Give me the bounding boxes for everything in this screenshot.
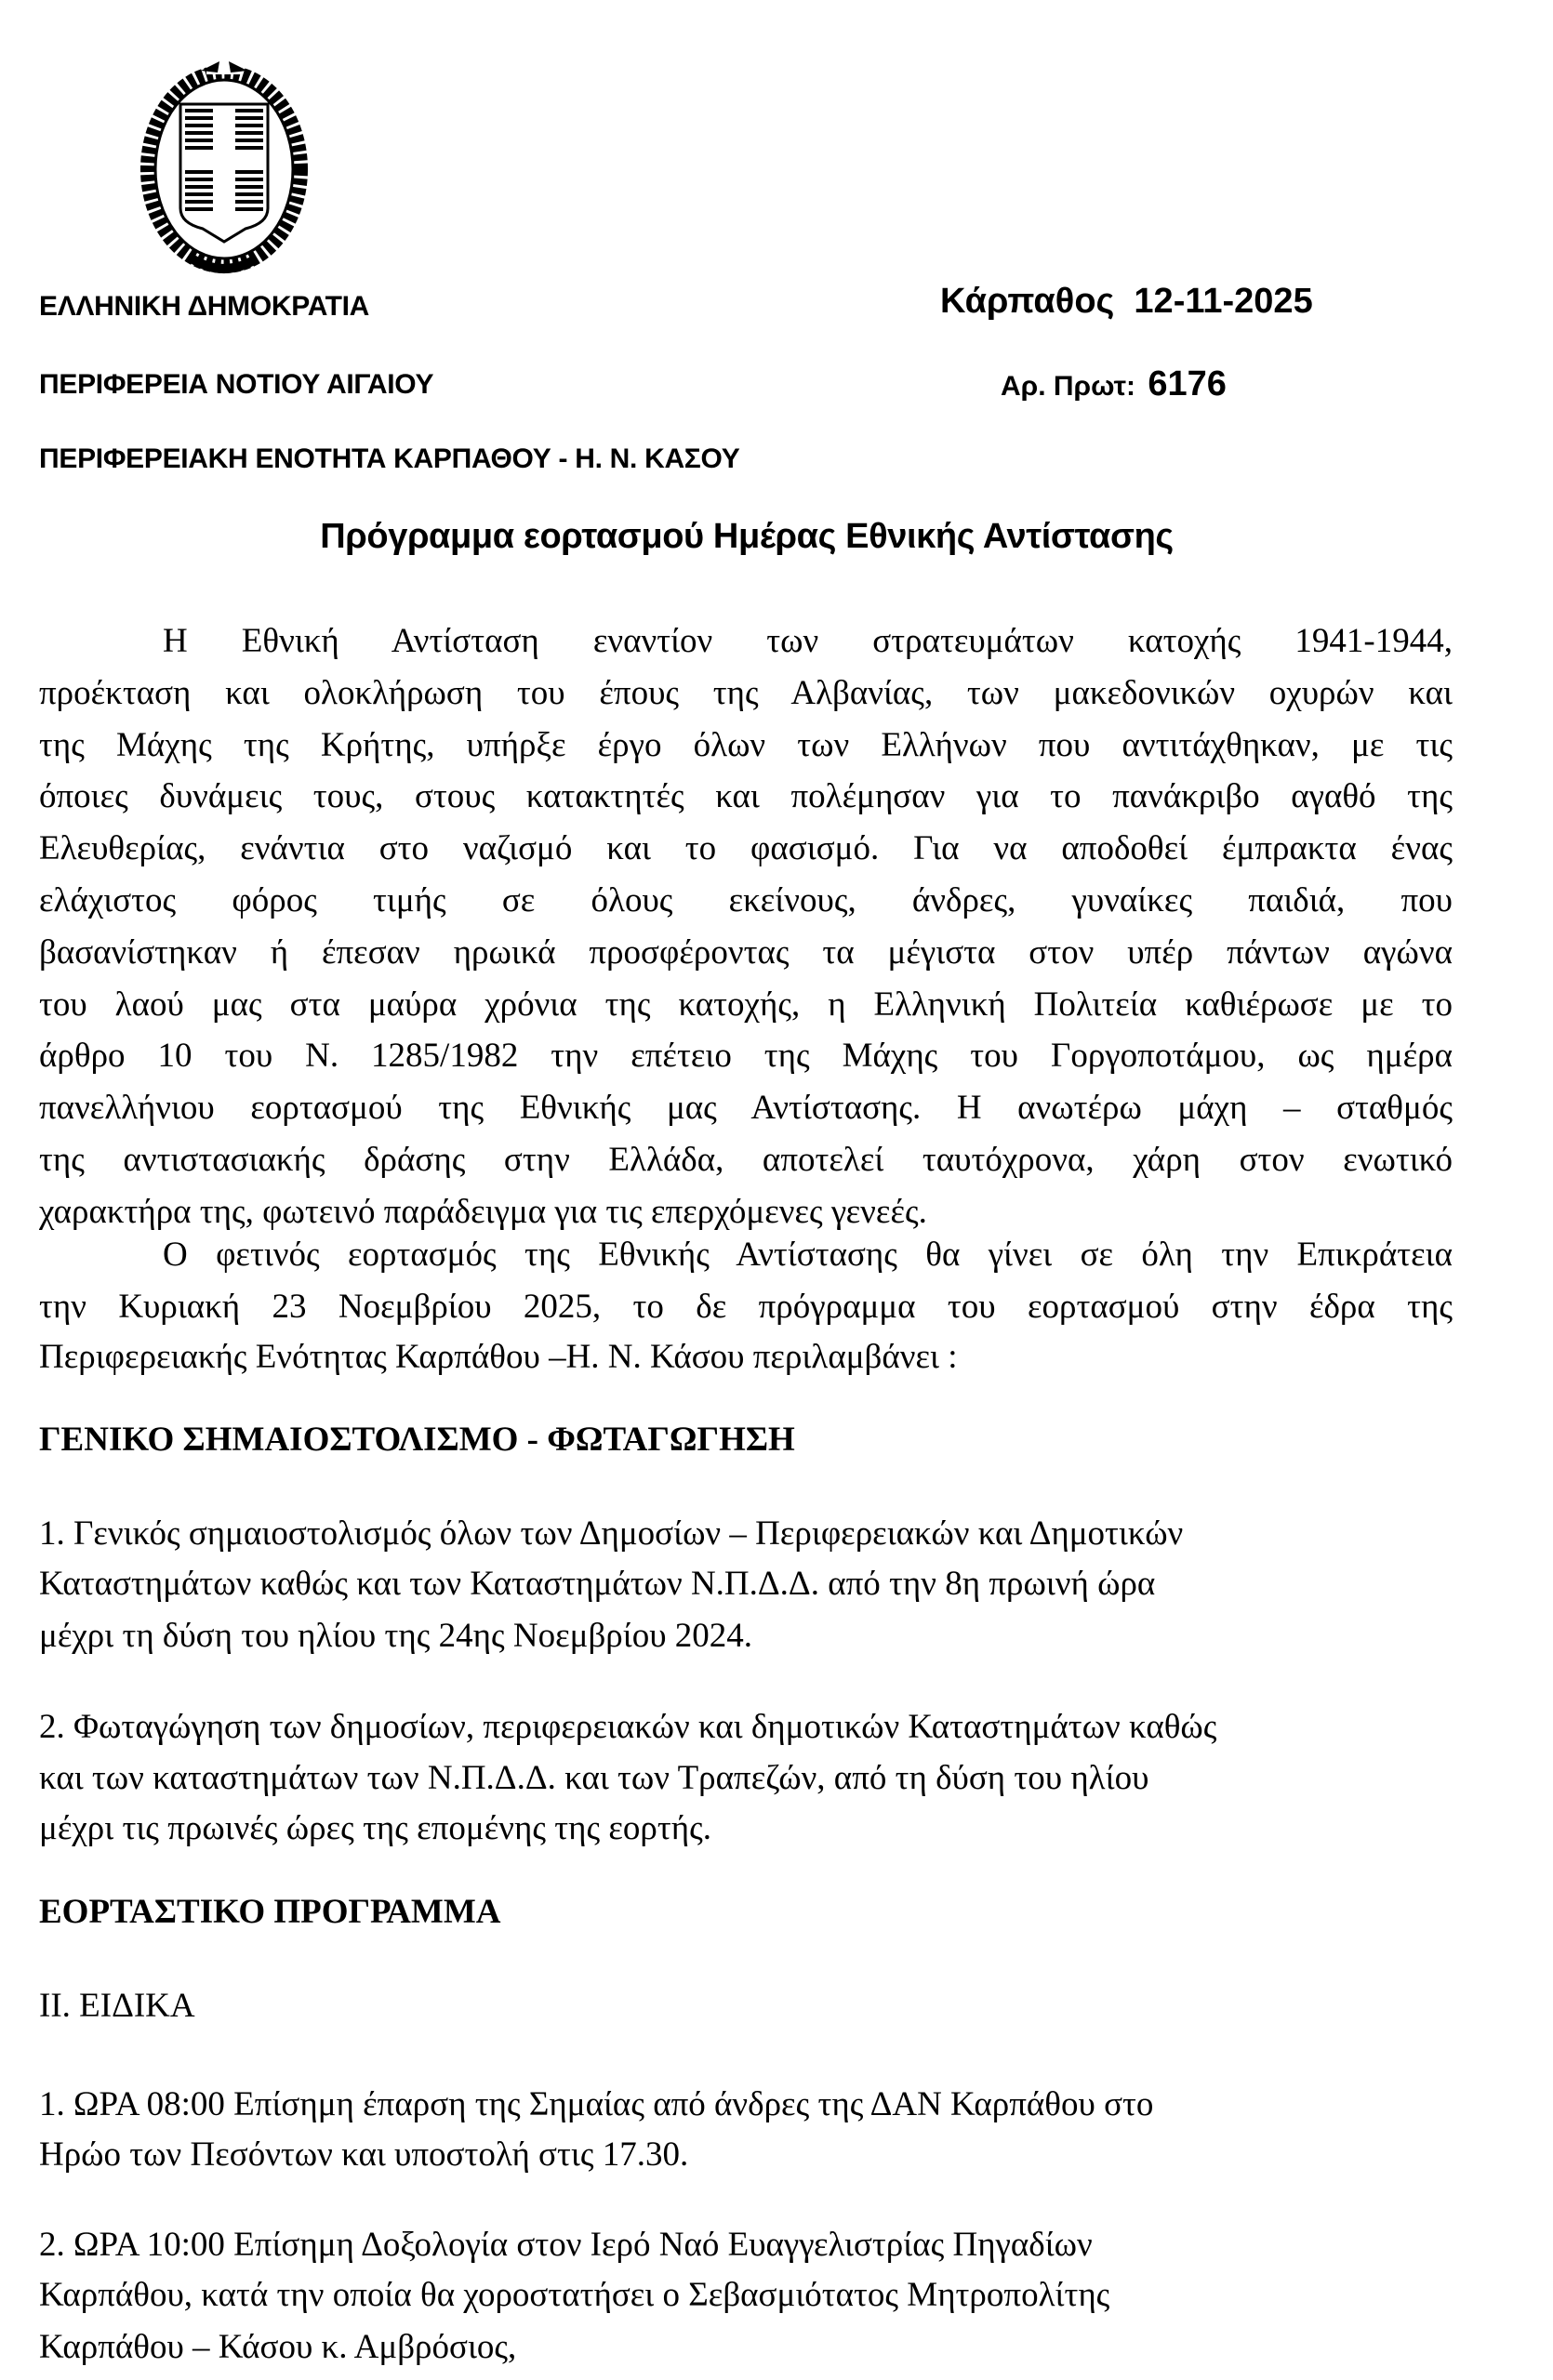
protocol-label: Αρ. Πρωτ: <box>1001 371 1136 402</box>
place-name: Κάρπαθος <box>940 282 1115 321</box>
paragraph-line: Περιφερειακής Ενότητας Καρπάθου –Η. Ν. Κάσου περιλαμβάνει : <box>39 1338 958 1376</box>
list-item-line: Καταστημάτων καθώς και των Καταστημάτων Ν.Π.Δ.Δ. από την 8η πρωινή ώρα <box>39 1565 1156 1603</box>
list-item-line: Καρπάθου, κατά την οποία θα χοροστατήσει ο Σεβασμιότατος Μητροπολίτης <box>39 2276 1110 2314</box>
list-item-line: 2. Φωταγώγηση των δημοσίων, περιφερειακών και δημοτικών Καταστημάτων καθώς <box>39 1708 1217 1746</box>
greek-coat-of-arms-icon <box>136 60 312 275</box>
paragraph-line: προέκταση και ολοκλήρωση του έπους της Αλβανίας, των μακεδονικών οχυρών και <box>39 674 1453 712</box>
section-heading-flags-lighting: ΓΕΝΙΚΟ ΣΗΜΑΙΟΣΤΟΛΙΣΜΟ - ΦΩΤΑΓΩΓΗΣΗ <box>39 1421 795 1459</box>
document-date: 12-11-2025 <box>1134 282 1313 321</box>
paragraph-line: πανελλήνιου εορτασμού της Εθνικής μας Αντίστασης. Η ανωτέρω μάχη – σταθμός <box>39 1089 1453 1127</box>
list-item-line: 2. ΩΡΑ 10:00 Επίσημη Δοξολογία στον Ιερό Ναό Ευαγγελιστρίας Πηγαδίων <box>39 2226 1093 2264</box>
list-item-line: 1. Γενικός σημαιοστολισμός όλων των Δημοσίων – Περιφερειακών και Δημοτικών <box>39 1514 1184 1553</box>
paragraph-line: άρθρο 10 του Ν. 1285/1982 την επέτειο της Μάχης του Γοργοποτάμου, ως ημέρα <box>39 1037 1453 1075</box>
paragraph-line: χαρακτήρα της, φωτεινό παράδειγμα για τις επερχόμενες γενεές. <box>39 1193 927 1231</box>
protocol-number: 6176 <box>1148 364 1227 403</box>
paragraph-line: Ελευθερίας, ενάντια στο ναζισμό και το φασισμό. Για να αποδοθεί έμπρακτα ένας <box>39 829 1453 867</box>
place-date <box>940 282 1313 322</box>
list-item-line: μέχρι τη δύση του ηλίου της 24ης Νοεμβρίου 2024. <box>39 1617 753 1655</box>
document-title: Πρόγραμμα εορτασμού Ημέρας Εθνικής Αντίστασης <box>320 517 1174 556</box>
list-item-line: Ηρώο των Πεσόντων και υποστολή στις 17.30. <box>39 2135 689 2174</box>
list-item-line: Καρπάθου – Κάσου κ. Αμβρόσιος, <box>39 2328 517 2366</box>
list-item-line: και των καταστημάτων των Ν.Π.Δ.Δ. και των Τραπεζών, από τη δύση του ηλίου <box>39 1759 1149 1797</box>
paragraph-line: Ο φετινός εορτασμός της Εθνικής Αντίστασης θα γίνει σε όλη την Επικράτεια <box>163 1236 1453 1274</box>
paragraph-line: του λαού μας στα μαύρα χρόνια της κατοχής, η Ελληνική Πολιτεία καθιέρωσε με το <box>39 985 1453 1024</box>
paragraph-line: της αντιστασιακής δράσης στην Ελλάδα, αποτελεί ταυτόχρονα, χάρη στον ενωτικό <box>39 1141 1453 1179</box>
paragraph-line: όποιες δυνάμεις τους, στους κατακτητές και πολέμησαν για το πανάκριβο αγαθό της <box>39 777 1453 815</box>
section-heading-festive-program: ΕΟΡΤΑΣΤΙΚΟ ΠΡΟΓΡΑΜΜΑ <box>39 1893 501 1931</box>
paragraph-line: Η Εθνική Αντίσταση εναντίον των στρατευμάτων κατοχής 1941-1944, <box>163 622 1453 660</box>
header-org-line-1: ΕΛΛΗΝΙΚΗ ΔΗΜΟΚΡΑΤΙΑ <box>39 291 370 322</box>
section-subheading-special: ΙΙ. ΕΙΔΙΚΑ <box>39 1987 195 2025</box>
paragraph-line: της Μάχης της Κρήτης, υπήρξε έργο όλων των Ελλήνων που αντιτάχθηκαν, με τις <box>39 726 1453 764</box>
header-org-line-2: ΠΕΡΙΦΕΡΕΙΑ ΝΟΤΙΟΥ ΑΙΓΑΙΟΥ <box>39 369 434 400</box>
header-org-line-3: ΠΕΡΙΦΕΡΕΙΑΚΗ ΕΝΟΤΗΤΑ ΚΑΡΠΑΘΟΥ - Η. Ν. ΚΑΣΟΥ <box>39 443 740 474</box>
paragraph-line: ελάχιστος φόρος τιμής σε όλους εκείνους, άνδρες, γυναίκες παιδιά, που <box>39 881 1453 919</box>
protocol-number-block <box>1001 364 1227 404</box>
list-item-line: μέχρι τις πρωινές ώρες της επομένης της εορτής. <box>39 1809 711 1847</box>
paragraph-line: βασανίστηκαν ή έπεσαν ηρωικά προσφέροντας τα μέγιστα στον υπέρ πάντων αγώνα <box>39 933 1453 972</box>
paragraph-line: την Κυριακή 23 Νοεμβρίου 2025, το δε πρόγραμμα του εορτασμού στην έδρα της <box>39 1288 1453 1326</box>
list-item-line: 1. ΩΡΑ 08:00 Επίσημη έπαρση της Σημαίας από άνδρες της ΔΑΝ Καρπάθου στο <box>39 2085 1154 2123</box>
